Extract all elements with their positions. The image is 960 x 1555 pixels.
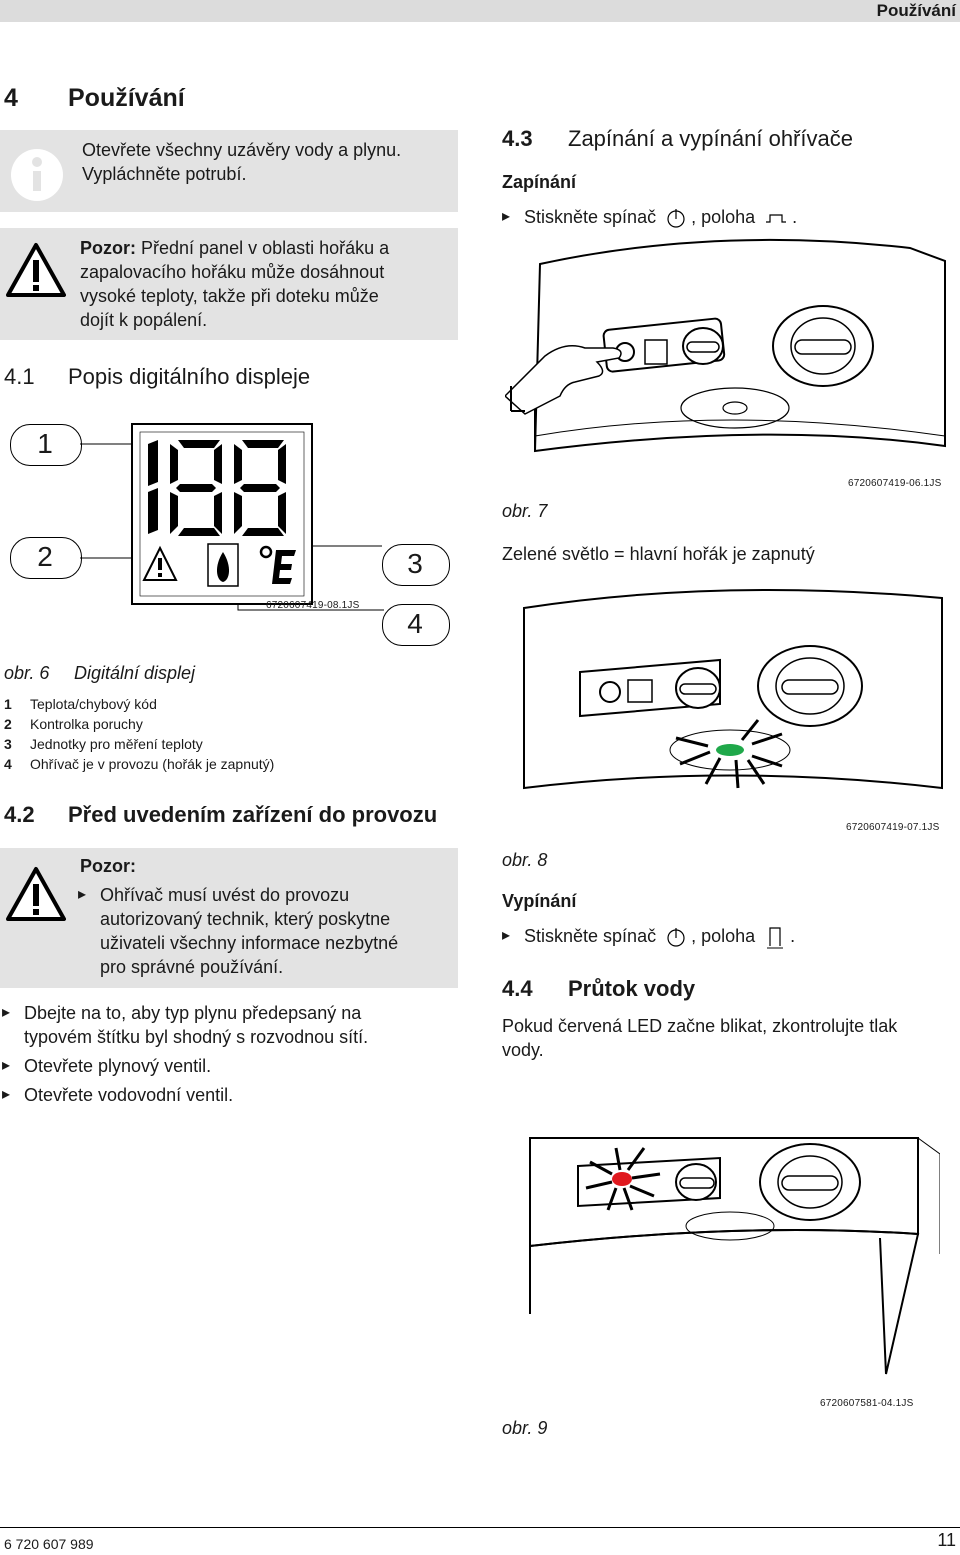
- document-number: 6 720 607 989: [4, 1536, 94, 1552]
- green-led: [716, 744, 744, 756]
- figure-number: obr. 9: [502, 1418, 548, 1438]
- warning-icon: [6, 242, 66, 303]
- paragraph-line: Pokud červená LED začne blikat, zkontrolujte tlak: [502, 1016, 898, 1036]
- section-number: 4.1: [4, 364, 35, 389]
- heater-on-figure: [505, 236, 955, 476]
- header-title: Používání: [876, 1, 956, 20]
- red-led: [612, 1172, 632, 1186]
- warning-icon: [6, 866, 66, 927]
- figure-code: 6720607419-07.1JS: [846, 822, 940, 833]
- callout-2-label: 2: [37, 541, 53, 572]
- header-bar: [0, 0, 960, 22]
- warning-line: uživateli všechny informace nezbytné: [100, 933, 399, 953]
- callout-4-label: 4: [407, 608, 423, 639]
- section-title: Průtok vody: [568, 976, 696, 1001]
- figure-code: 6720607419-08.1JS: [266, 600, 360, 611]
- info-line-2: Vypláchněte potrubí.: [82, 164, 247, 184]
- callout-1-label: 1: [37, 428, 53, 459]
- legend-item: 4 Ohřívač je v provozu (hořák je zapnutý): [4, 756, 275, 772]
- status-note: Zelené světlo = hlavní hořák je zapnutý: [502, 544, 815, 564]
- warning-line-4: dojít k popálení.: [80, 310, 208, 330]
- step-item: ▸ Otevřete plynový ventil.: [24, 1054, 211, 1078]
- figure-code: 6720607581-04.1JS: [820, 1398, 914, 1409]
- heater-red-led-figure: [520, 1134, 940, 1389]
- step-off: ▸ Stiskněte spínač , poloha .: [524, 924, 795, 950]
- figure-caption: Digitální displej: [74, 663, 196, 683]
- warning-line-3: vysoké teploty, takže při doteku může: [80, 286, 379, 306]
- switch-off-icon: [764, 924, 786, 950]
- footer-rule: [0, 1527, 960, 1528]
- figure-number: obr. 8: [502, 850, 548, 870]
- warning-line: pro správné používání.: [100, 957, 284, 977]
- section-number: 4.3: [502, 126, 533, 151]
- page-number: 11: [937, 1530, 956, 1550]
- section-title: Před uvedením zařízení do provozu: [68, 802, 438, 827]
- paragraph-line: vody.: [502, 1040, 544, 1060]
- legend-item: 2 Kontrolka poruchy: [4, 716, 143, 732]
- power-icon: [665, 207, 687, 229]
- warning-line-1: Pozor: Přední panel v oblasti hořáku a: [80, 238, 390, 258]
- info-line-1: Otevřete všechny uzávěry vody a plynu.: [82, 140, 402, 160]
- figure-number: obr. 7: [502, 501, 548, 521]
- figure-code: 6720607419-06.1JS: [848, 478, 942, 489]
- heater-green-led-figure: [520, 588, 950, 823]
- step-item: ▸ Dbejte na to, aby typ plynu předepsaný na: [24, 1001, 361, 1025]
- warning-title: Pozor:: [80, 856, 136, 876]
- switch-on-icon: [764, 210, 788, 226]
- figure-number: obr. 6: [4, 663, 50, 683]
- section-title: Používání: [68, 84, 185, 112]
- section-title: Zapínání a vypínání ohřívače: [568, 126, 853, 151]
- warning-line-2: zapalovacího hořáku může dosáhnout: [80, 262, 385, 282]
- legend-item: 1 Teplota/chybový kód: [4, 696, 157, 712]
- section-title: Popis digitálního displeje: [68, 364, 311, 389]
- power-icon: [665, 926, 687, 948]
- step-item-cont: typovém štítku byl shodný s rozvodnou sítí.: [24, 1027, 369, 1047]
- step-on: ▸ Stiskněte spínač , poloha .: [524, 205, 797, 229]
- section-number: 4.2: [4, 802, 35, 827]
- info-icon: [10, 148, 64, 207]
- section-number: 4.4: [502, 976, 533, 1001]
- section-number: 4: [4, 84, 18, 112]
- subheading-on: Zapínání: [502, 172, 577, 192]
- subheading-off: Vypínání: [502, 891, 577, 911]
- legend-item: 3 Jednotky pro měření teploty: [4, 736, 203, 752]
- callout-3-label: 3: [407, 548, 423, 579]
- step-item: ▸ Otevřete vodovodní ventil.: [24, 1083, 233, 1107]
- warning-line: autorizovaný technik, který poskytne: [100, 909, 391, 929]
- warning-bullet: ▸ Ohřívač musí uvést do provozu: [100, 883, 349, 907]
